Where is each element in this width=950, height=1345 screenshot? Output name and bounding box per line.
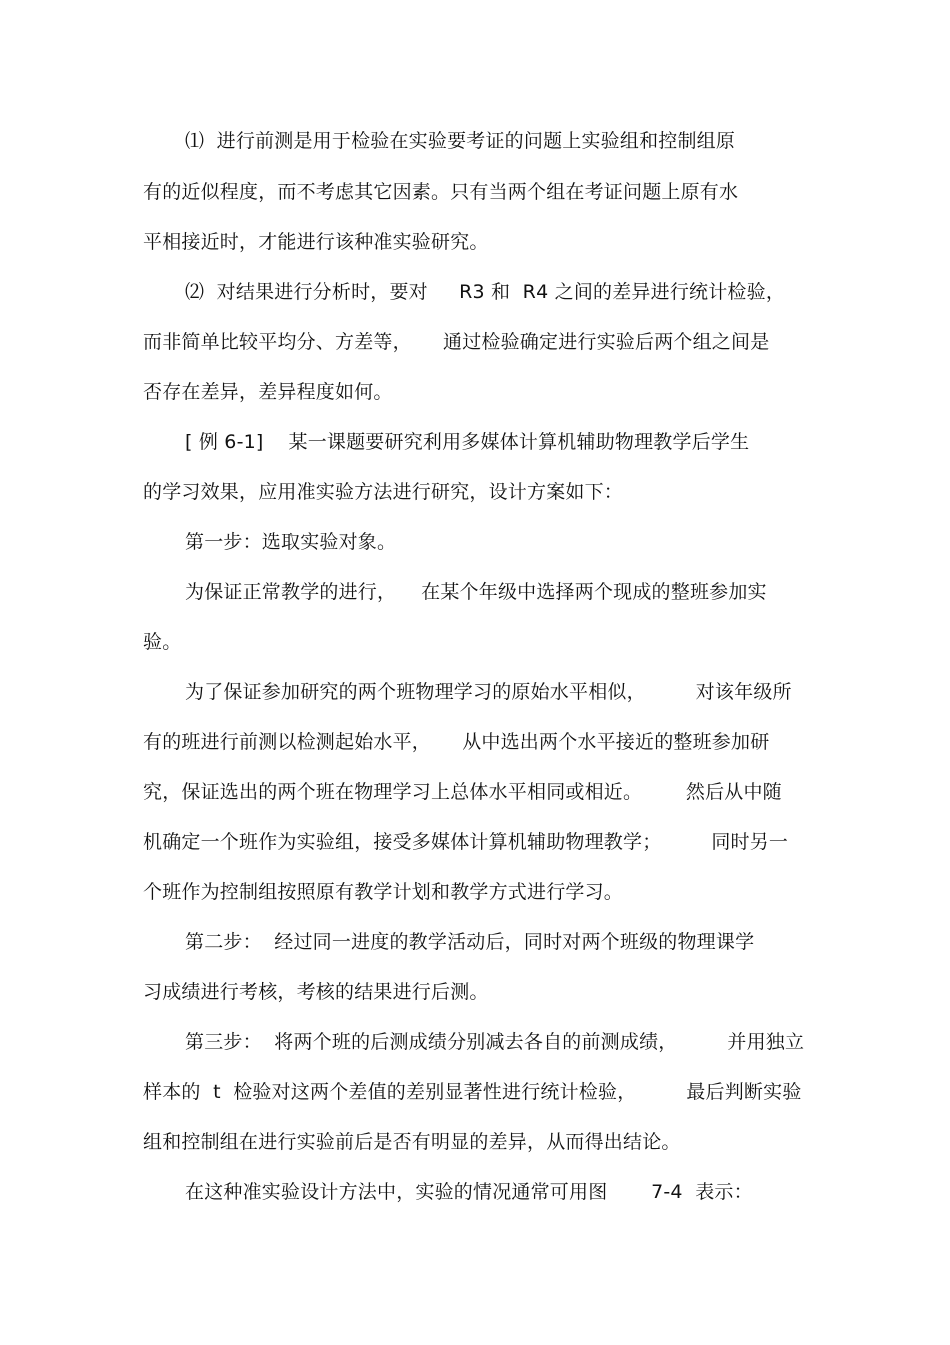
text-line: 否存在差异，差异程度如何。	[143, 381, 393, 403]
text-line: 样本的 t 检验对这两个差值的差别显著性进行统计检验， 最后判断实验	[143, 1081, 802, 1103]
text-line: 在这种准实验设计方法中，实验的情况通常可用图 7-4 表示：	[185, 1181, 753, 1203]
text-line: 平相接近时，才能进行该种准实验研究。	[143, 231, 489, 253]
text-line: ⑵ 对结果进行分析时，要对 R3 和 R4 之间的差异进行统计检验，	[185, 281, 786, 303]
text-line: 习成绩进行考核，考核的结果进行后测。	[143, 981, 489, 1003]
text-line: 究，保证选出的两个班在物理学习上总体水平相同或相近。 然后从中随	[143, 781, 782, 803]
text-line: 有的近似程度，而不考虑其它因素。只有当两个组在考证问题上原有水	[143, 181, 739, 203]
text-line: 有的班进行前测以检测起始水平， 从中选出两个水平接近的整班参加研	[143, 731, 770, 753]
text-line: 组和控制组在进行实验前后是否有明显的差异，从而得出结论。	[143, 1131, 681, 1153]
text-line: 第二步： 经过同一进度的教学活动后，同时对两个班级的物理课学	[185, 931, 755, 953]
text-line: 而非简单比较平均分、方差等， 通过检验确定进行实验后两个组之间是	[143, 331, 770, 353]
text-line: 第一步：选取实验对象。	[185, 531, 397, 553]
text-line: 第三步： 将两个班的后测成绩分别减去各自的前测成绩， 并用独立	[185, 1031, 805, 1053]
text-line: [ 例 6-1] 某一课题要研究利用多媒体计算机辅助物理教学后学生	[185, 431, 750, 453]
text-line: 的学习效果，应用准实验方法进行研究，设计方案如下：	[143, 481, 624, 503]
text-line: 为了保证参加研究的两个班物理学习的原始水平相似， 对该年级所	[185, 681, 792, 703]
text-line: ⑴ 进行前测是用于检验在实验要考证的问题上实验组和控制组原	[185, 130, 736, 152]
text-line: 验。	[143, 631, 182, 653]
text-line: 个班作为控制组按照原有教学计划和教学方式进行学习。	[143, 881, 624, 903]
text-line: 为保证正常教学的进行， 在某个年级中选择两个现成的整班参加实	[185, 581, 767, 603]
text-line: 机确定一个班作为实验组，接受多媒体计算机辅助物理教学； 同时另一	[143, 831, 789, 853]
